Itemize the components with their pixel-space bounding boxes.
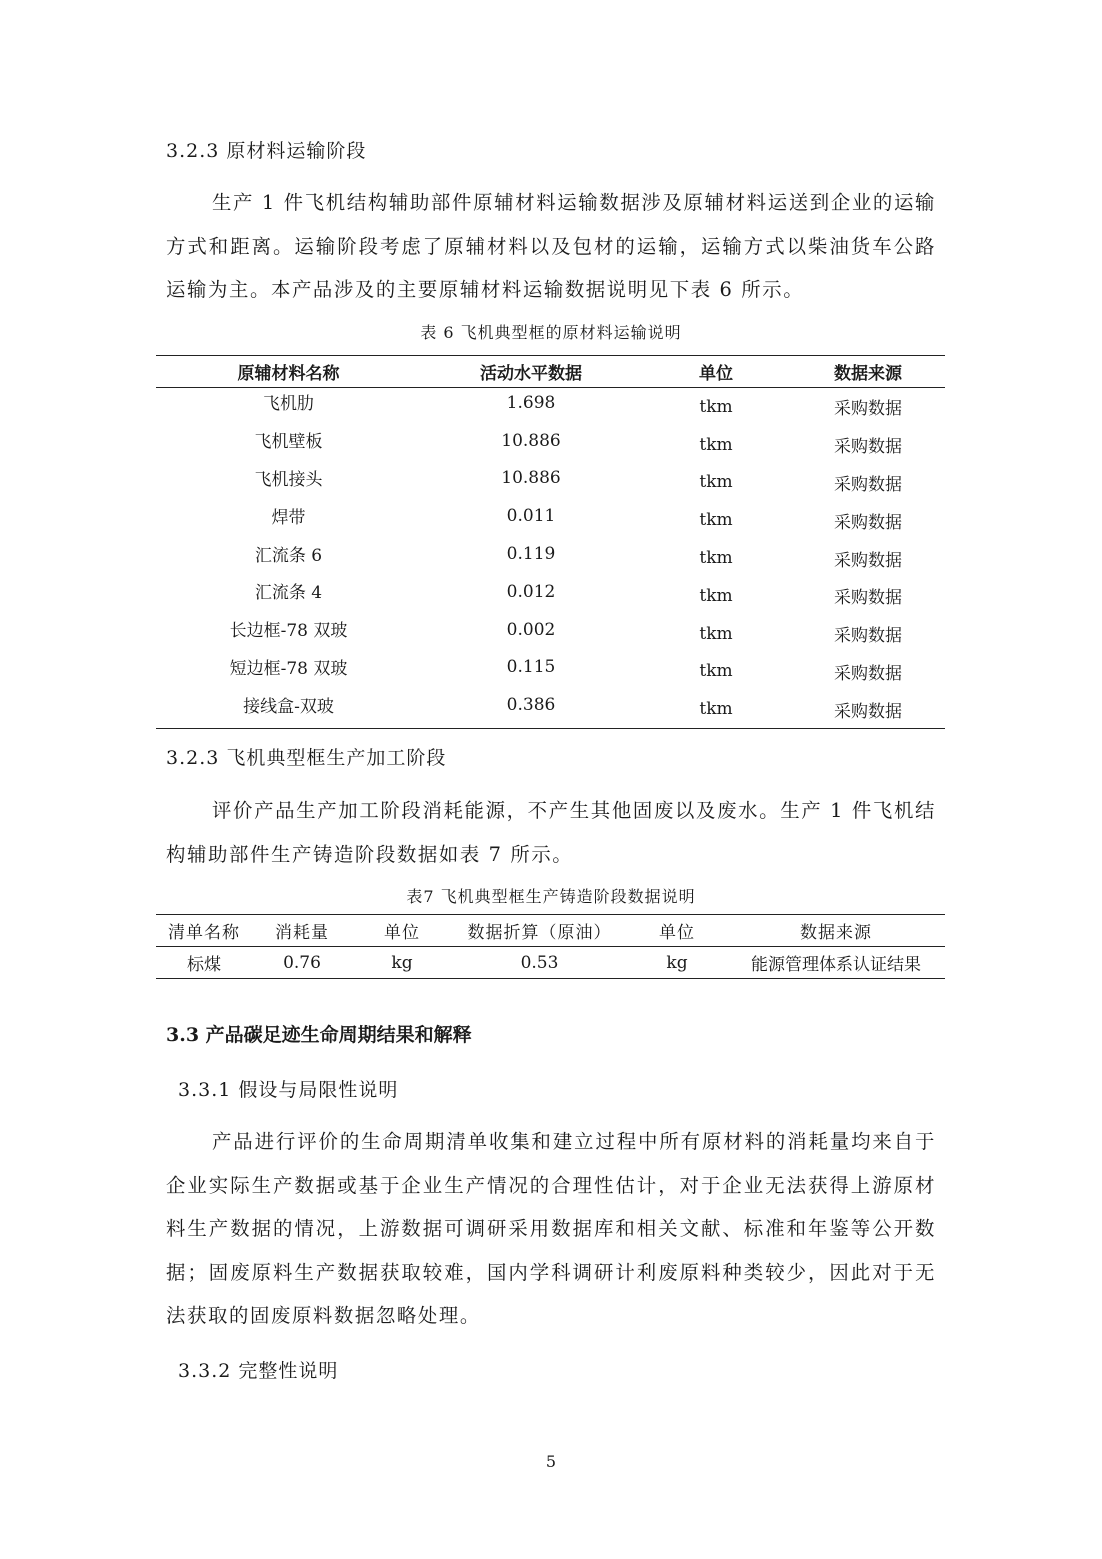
- table-header-cell: 消耗量: [252, 915, 352, 947]
- table-cell: 接线盒-双玻: [243, 696, 334, 717]
- table-header-row: [156, 915, 945, 947]
- table-cell: tkm: [699, 510, 733, 531]
- section-heading-3-3: 3.3 产品碳足迹生命周期结果和解释: [166, 1024, 472, 1046]
- table-cell: 1.698: [506, 392, 556, 413]
- paragraph-text: 产品进行评价的生命周期清单收集和建立过程中所有原材料的消耗量均来自于企业实际生产数据或基于企业生产情况的合理性估计，对于企业无法获得上游原材料生产数据的情况，上游数据可调研采用数据库和相关文献、标准和年鉴等公开数据；固废原料生产数据获取较难，国内学科调研计利废原料种类较少，因此对于无法获取的固废原料数据忽略处理。: [166, 1130, 936, 1327]
- table-cell: tkm: [699, 623, 733, 644]
- table-cell: 能源管理体系认证结果: [751, 955, 921, 975]
- table-cell: 采购数据: [834, 437, 902, 458]
- table-header-cell: 单位: [352, 915, 452, 947]
- table-cell: 飞机接头: [254, 469, 323, 490]
- table-7-production-casting: [156, 914, 945, 979]
- table-cell: tkm: [699, 548, 733, 569]
- section-heading-3-3-1: 3.3.1 假设与局限性说明: [178, 1079, 399, 1101]
- table-cell: 0.115: [506, 657, 556, 678]
- table-cell: 汇流条 4: [254, 583, 323, 604]
- table-cell: 采购数据: [834, 588, 902, 609]
- table-header-cell: 数据折算（原油）: [452, 915, 627, 947]
- table-cell: 0.76: [283, 952, 321, 973]
- table-cell: 采购数据: [834, 626, 902, 647]
- table-cell: 采购数据: [834, 474, 902, 495]
- table-cell: 短边框-78 双玻: [229, 658, 348, 679]
- table-cell: tkm: [699, 699, 733, 720]
- table-cell: tkm: [699, 585, 733, 606]
- table-cell: 10.886: [501, 430, 561, 451]
- table-header-cell: 单位: [627, 915, 727, 947]
- paragraph-text: 评价产品生产加工阶段消耗能源，不产生其他固废以及废水。生产 1 件飞机结构辅助部件生产铸造阶段数据如表 7 所示。: [166, 799, 936, 866]
- paragraph-text: 生产 1 件飞机结构辅助部件原辅材料运输数据涉及原辅材料运送到企业的运输方式和距离。运输阶段考虑了原辅材料以及包材的运输，运输方式以柴油货车公路运输为主。本产品涉及的主要原辅材料运输数据说明见下表 6 所示。: [166, 191, 936, 301]
- paragraph-production: [166, 789, 936, 876]
- table-cell: 0.53: [520, 952, 559, 973]
- table-cell: 0.386: [506, 695, 556, 716]
- table-cell: 标煤: [187, 955, 221, 975]
- table-row: [156, 947, 945, 979]
- table-7-caption: 表7 飞机典型框生产铸造阶段数据说明: [406, 887, 696, 906]
- table-cell: tkm: [699, 434, 733, 455]
- table-cell: 长边框-78 双玻: [229, 621, 348, 642]
- page-number: 5: [545, 1452, 557, 1471]
- table-6-raw-material-transport: [156, 355, 945, 729]
- table-6-caption: 表 6 飞机典型框的原材料运输说明: [420, 323, 682, 342]
- table-cell: 0.119: [506, 544, 556, 565]
- table-cell: 0.012: [506, 581, 556, 602]
- table-cell: 飞机肋: [263, 394, 314, 415]
- table-row: [156, 690, 945, 728]
- table-cell: tkm: [699, 661, 733, 682]
- table-header-cell: 单位: [641, 356, 791, 388]
- table-cell: tkm: [699, 396, 733, 417]
- table-cell: 采购数据: [834, 512, 902, 533]
- table-cell: 汇流条 6: [254, 545, 323, 566]
- table-cell: 0.011: [506, 506, 556, 527]
- section-heading-3-2-3-production: 3.2.3 飞机典型框生产加工阶段: [166, 747, 447, 769]
- table-cell: tkm: [699, 472, 733, 493]
- table-header-cell: 活动水平数据: [421, 356, 641, 388]
- table-header-cell: 数据来源: [727, 915, 945, 947]
- table-header-cell: 原辅材料名称: [156, 356, 421, 388]
- table-cell: 采购数据: [834, 663, 902, 684]
- table-cell: kg: [391, 952, 413, 973]
- table-cell: kg: [666, 952, 688, 973]
- paragraph-raw-transport: [166, 181, 936, 312]
- section-heading-3-3-2: 3.3.2 完整性说明: [178, 1360, 339, 1382]
- table-cell: 采购数据: [834, 550, 902, 571]
- section-heading-3-2-3-raw-transport: 3.2.3 原材料运输阶段: [166, 140, 367, 162]
- table-cell: 采购数据: [834, 701, 902, 722]
- table-cell: 10.886: [501, 468, 561, 489]
- table-cell: 焊带: [271, 507, 306, 528]
- table-header-cell: 数据来源: [791, 356, 945, 388]
- table-cell: 飞机壁板: [254, 432, 323, 453]
- paragraph-assumptions: [166, 1120, 936, 1338]
- table-cell: 采购数据: [834, 399, 902, 420]
- table-cell: 0.002: [506, 619, 556, 640]
- table-header-cell: 清单名称: [156, 915, 252, 947]
